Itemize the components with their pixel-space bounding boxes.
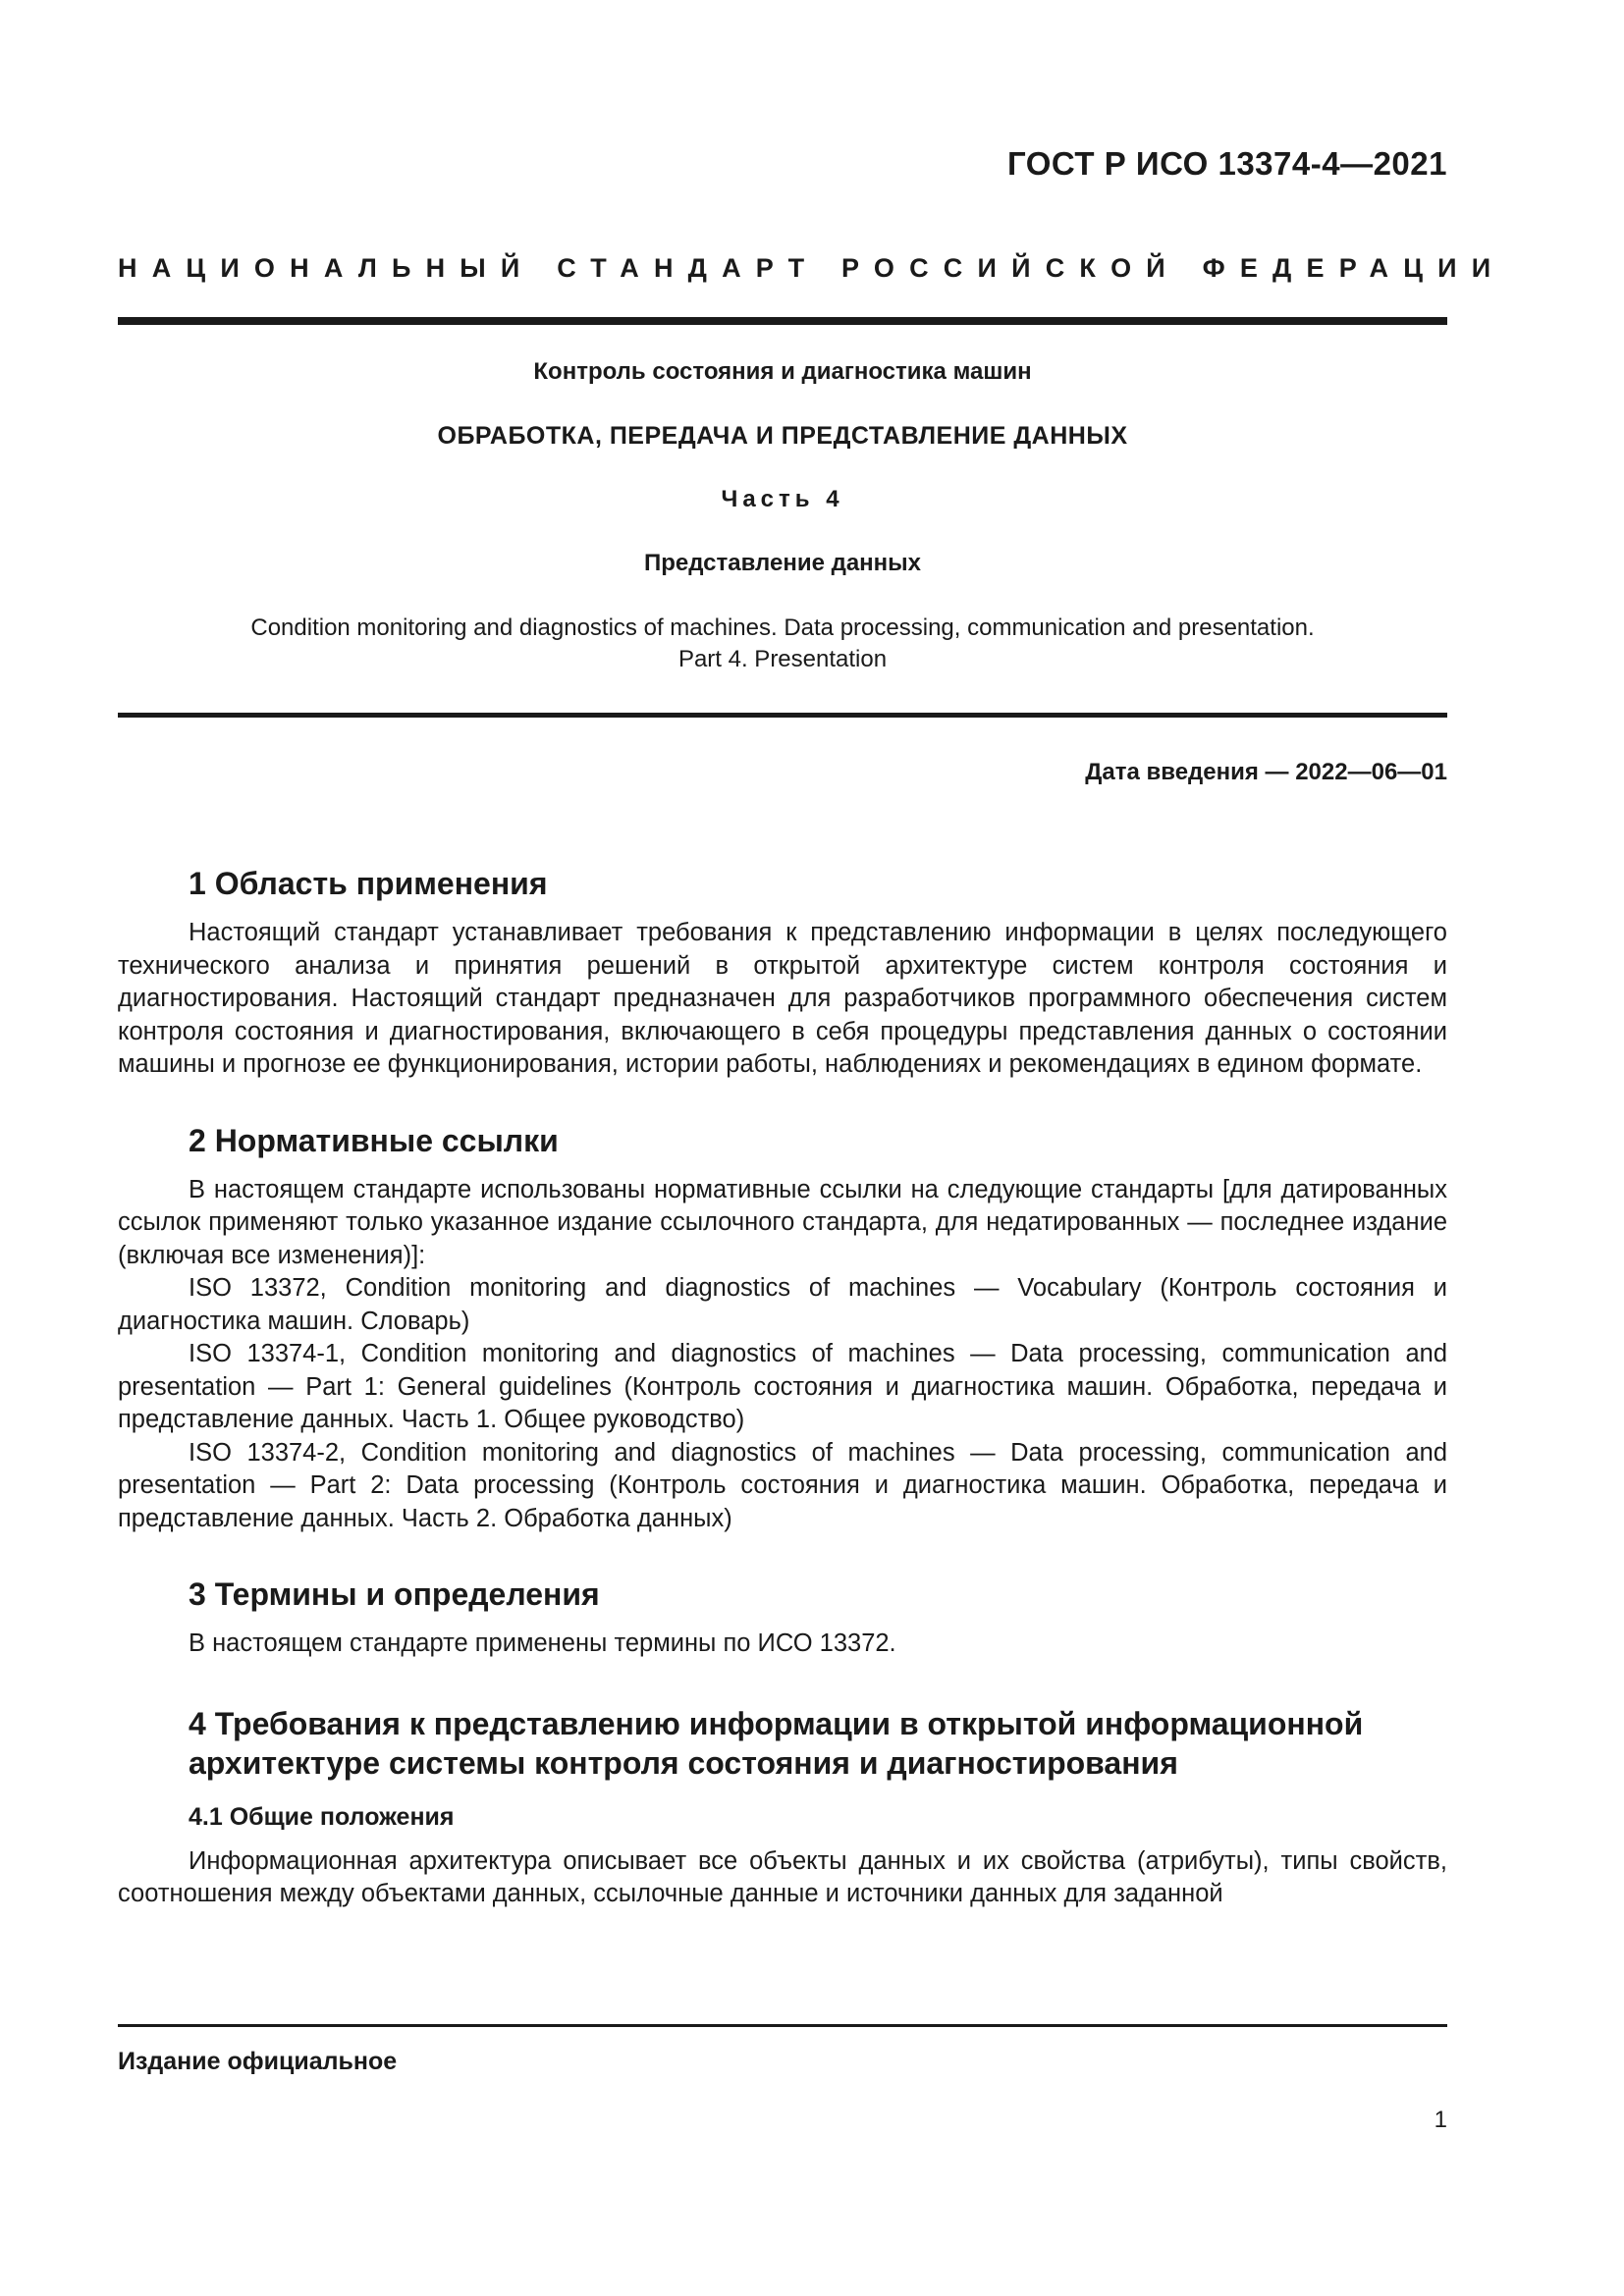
part-title: Представление данных [643,550,922,576]
paragraph: Настоящий стандарт устанавливает требования к представлению информации в целях последующего технического анализа и принятия решений в открытой архитектуре систем контроля состояния и диагностирования. Настоящий стандарт предназначен для разработчиков программного обеспечения систем контроля состояния и диагностирования, включающего в себя процедуры представления данных о состоянии машины и прогнозе ее функционирования, истории работы, наблюдениях и рекомендациях в едином формате. [118,919,1447,1078]
section-heading-terms: 3 Термины и определения [189,1576,600,1612]
main-title: ОБРАБОТКА, ПЕРЕДАЧА И ПРЕДСТАВЛЕНИЕ ДАННЫХ [437,422,1128,450]
official-edition-label: Издание официальное [118,2048,398,2075]
paragraph: Информационная архитектура описывает все объекты данных и их свойства (атрибуты), типы свойств, соотношения между объектами данных, ссылочные данные и источники данных для заданной [118,1846,1447,1907]
page-number: 1 [1434,2107,1447,2133]
subject-title: Контроль состояния и диагностика машин [533,358,1032,385]
english-title-line-2: Part 4. Presentation [677,646,888,672]
section-heading-normative-references: 2 Нормативные ссылки [189,1122,559,1158]
document-number: ГОСТ Р ИСО 13374-4—2021 [1006,145,1447,182]
document-page [118,0,1506,2296]
national-standard-title: НАЦИОНАЛЬНЫЙ СТАНДАРТ РОССИЙСКОЙ ФЕДЕРАЦИИ [118,253,1506,283]
paragraph: В настоящем стандарте применены термины по ИСО 13372. [189,1629,896,1657]
footer-divider [118,2024,1447,2027]
english-title [118,613,1447,675]
title-divider [118,713,1447,718]
part-label: Часть 4 [721,486,844,512]
reference-item: ISO 13374-1, Condition monitoring and diagnostics of machines — Data processing, communication and presentation — Part 1: General guidelines (Контроль состояния и диагностика машин. Обработка, передача и представление данных. Часть 1. Общее руководство) [118,1340,1447,1433]
subsection-heading-general: 4.1 Общие положения [189,1802,455,1831]
reference-item: ISO 13374-2, Condition monitoring and diagnostics of machines — Data processing, communication and presentation — Part 2: Data processing (Контроль состояния и диагностика машин. Обработка, передача и представление данных. Часть 2. Обработка данных) [118,1438,1447,1532]
section-heading-requirements: 4 Требования к представлению информации в открытой информационной архитектуре системы контроля состояния и диагностирования [189,1705,1364,1781]
top-divider [118,317,1447,325]
paragraph: В настоящем стандарте использованы нормативные ссылки на следующие стандарты [для датированных ссылок применяют только указанное издание ссылочного стандарта, для недатированных — последнее издание (включая все изменения)]: [118,1175,1447,1269]
section-heading-scope: 1 Область применения [189,866,548,901]
introduction-date: Дата введения — 2022—06—01 [1085,759,1447,785]
document-body [118,864,1447,1911]
english-title-line-1: Condition monitoring and diagnostics of machines. Data processing, communication and presentation. [250,614,1315,641]
reference-item: ISO 13372, Condition monitoring and diagnostics of machines — Vocabulary (Контроль состояния и диагностика машин. Словарь) [118,1274,1447,1335]
